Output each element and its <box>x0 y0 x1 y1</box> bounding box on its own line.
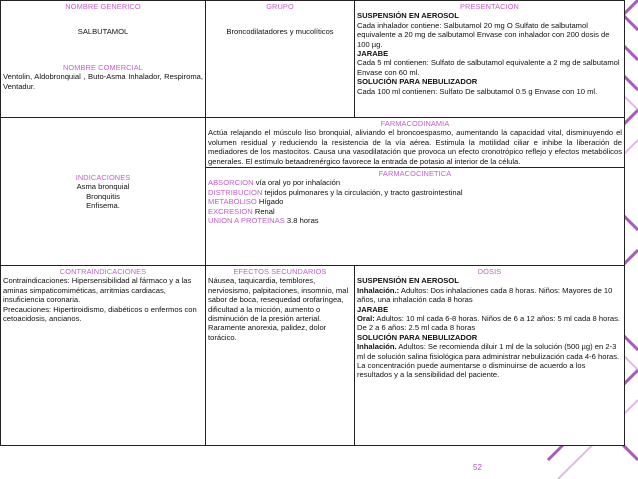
distribucion-label: DISTRIBUCION <box>208 187 263 197</box>
dosis-item-title: SOLUCIÓN PARA NEBULIZADOR <box>357 332 478 342</box>
dosis-item-lead: Inhalación. <box>357 342 397 352</box>
dosis-item-title: JARABE <box>357 304 389 314</box>
absorcion-label: ABSORCION <box>208 178 254 188</box>
dosis-header: DOSIS <box>477 267 502 276</box>
absorcion-text: vía oral yo por inhalación <box>253 178 341 188</box>
dosis-item-body: Adultos: Se recomienda diluir 1 ml de la solución (500 µg) en 2-3 ml de solución salina fisiológica para administrar nebulización cada 4-6 horas. La concentración puede aumentarse o disminuirse de acuerdo a los resultados y a la sensibilidad del paciente. <box>357 342 620 380</box>
farmacodinamia-header: FARMACODINAMIA <box>380 119 450 128</box>
presentacion-item-text: Cada inhalador contiene: Salbutamol 20 mg O Sulfato de salbutamol equivalente a 20 mg de salbutamol Envase con inhalador con 200 dosis de 100 µg. <box>357 20 610 49</box>
dosis-item-lead: Oral: <box>357 314 375 324</box>
nombre-cell <box>1 1 206 118</box>
distribucion-text: tejidos pulmonares y la circulación, y tracto gastrointestinal <box>262 187 463 197</box>
efectos-header: EFECTOS SECUNDARIOS <box>233 267 327 276</box>
nombre-generico-header: NOMBRE GENERICO <box>65 2 141 11</box>
contraindicaciones-cell <box>1 266 206 446</box>
dosis-item-text <box>357 342 622 380</box>
presentacion-item-title: JARABE <box>357 49 389 59</box>
dosis-item-body: Adultos: 10 ml cada 6-8 horas. Niños de 6 a 12 años: 5 ml cada 8 horas. De 2 a 6 años: 2.5 ml cada 8 horas <box>357 314 620 333</box>
presentacion-item-title: SOLUCIÓN PARA NEBULIZADOR <box>357 77 478 87</box>
table-row <box>1 266 625 446</box>
precauciones-text: Precauciones: Hipertiroidismo, diabéticos o enfermos con cetoacidosis, ancianos. <box>3 304 197 324</box>
dosis-item-title: SUSPENSIÓN EN AEROSOL <box>357 276 459 286</box>
farmacodinamia-text: Actúa relajando el músculo liso bronquial, aliviando el broncoespasmo, aumentando la capacidad vital, disminuyendo el volumen residual y reduciendo la resistencia de la vía aérea. Estimula la motilidad ciliar e inhibe la liberación de mediadores de los mastocitos. Causa una vasodilatación que provoca un efecto cronotrópico reflejo y efectos metabólicos generales. El estímulo betaadrenérgico favorece la entrada de potasio al interior de la célula. <box>208 128 622 166</box>
grupo-header: GRUPO <box>266 2 294 11</box>
grupo-cell <box>206 1 355 118</box>
efectos-text: Náusea, taquicardia, temblores, nerviosismo, palpitaciones, insomnio, mal sabor de boca, resequedad orofaríngea, dificultad a la micción, aumento o disminución de la presión arterial. Raramente anorexia, palidez, dolor torácico. <box>208 276 349 342</box>
metabolismo-label: METABOLISO <box>208 197 257 207</box>
nombre-comercial-value: Ventolin, Aldobronquial , Buto-Asma Inhalador, Respiroma, Ventadur. <box>3 72 203 91</box>
excrecion-text: Renal <box>252 206 275 216</box>
excrecion-label: EXCRESION <box>208 206 253 216</box>
farmacocinetica-row <box>208 197 622 206</box>
presentacion-cell <box>355 1 625 118</box>
indicaciones-header: INDICACIONES <box>75 172 131 182</box>
presentacion-item-text: Cada 5 ml contienen: Sulfato de salbutamol equivalente a 2 mg de salbutamol Envase con 60 ml. <box>357 58 620 77</box>
union-proteinas-text: 3.8 horas <box>284 216 319 226</box>
indicacion-item: Enfisema. <box>86 200 120 210</box>
indicacion-item: Bronquitis <box>86 191 120 201</box>
union-proteinas-label: UNION A PROTEINAS <box>208 216 285 226</box>
nombre-generico-value: SALBUTAMOL <box>77 27 129 37</box>
table-row <box>1 118 625 266</box>
presentacion-header: PRESENTACION <box>460 2 519 11</box>
farmacocinetica-header: FARMACOCINETICA <box>378 169 452 179</box>
metabolismo-text: Hígado <box>256 197 284 207</box>
dosis-item-body: Adultos: Dos inhalaciones cada 8 horas. Niños: Mayores de 10 años, una inhalación cada 8 horas <box>357 285 613 305</box>
table-row <box>1 1 625 118</box>
grupo-value: Broncodilatadores y mucolíticos <box>226 27 334 37</box>
dosis-cell <box>355 266 625 446</box>
presentacion-item-text: Cada 100 ml contienen: Sulfato De salbutamol 0.5 g Envase con 10 ml. <box>357 86 598 96</box>
page-number: 52 <box>473 463 482 472</box>
contraindicaciones-text: Contraindicaciones: Hipersensibilidad al fármaco y a las aminas simpaticomiméticas, arritmias cardiacas, insuficiencia coronaria. <box>3 276 192 305</box>
indicaciones-cell <box>1 118 206 266</box>
efectos-cell <box>206 266 355 446</box>
dosis-item-text <box>357 314 622 333</box>
contraindicaciones-header: CONTRAINDICACIONES <box>59 267 147 276</box>
nombre-comercial-header: NOMBRE COMERCIAL <box>62 62 144 72</box>
farmaco-cell <box>206 118 625 266</box>
farmacocinetica-row <box>208 207 622 216</box>
indicacion-item: Asma bronquial <box>76 182 130 192</box>
farmacocinetica-row <box>208 188 622 197</box>
presentacion-item-title: SUSPENSIÓN EN AEROSOL <box>357 11 459 21</box>
dosis-item-lead: Inhalación.: <box>357 285 400 295</box>
dosis-item-text <box>357 286 622 305</box>
farmacocinetica-row <box>208 216 622 225</box>
farmacocinetica-row <box>208 178 622 187</box>
